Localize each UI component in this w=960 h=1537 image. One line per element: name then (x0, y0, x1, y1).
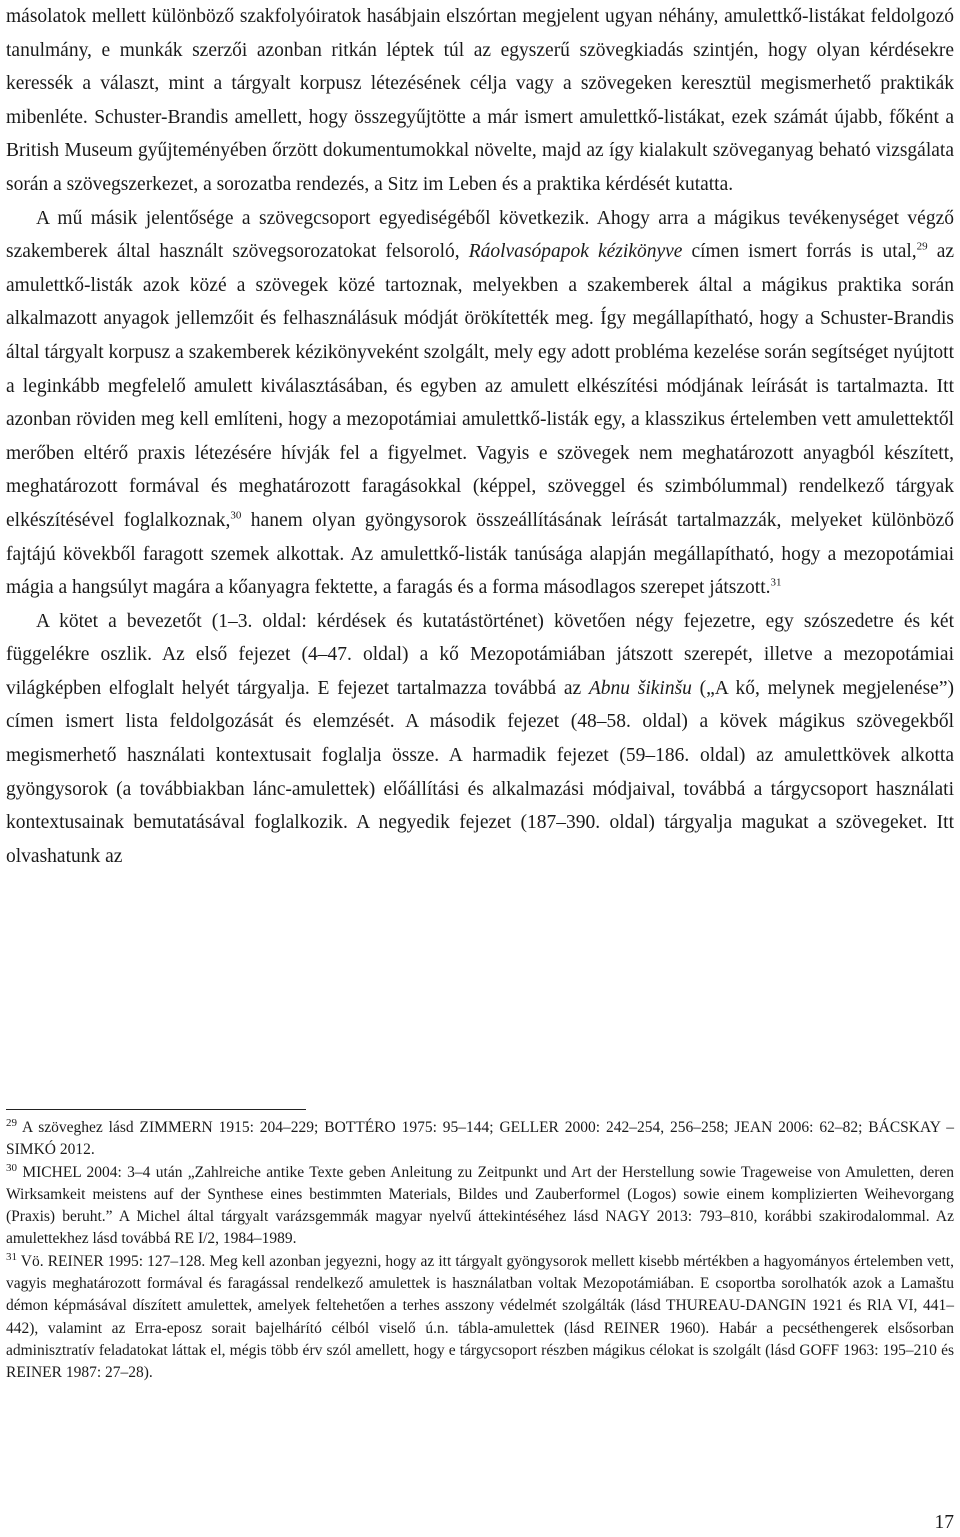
footnote-text: MICHEL 2004: 3–4 után „Zahlreiche antike Texte geben Anleitung zu Zeitpunkt und Art der Herstellung sowie Trageweise von Amuletten, deren Wirksamkeit meistens auf der Synthese eines bestimmten Materials, Bildes und Zauberformel (Logos) sowie einem komplizierten Weihevorgang (Praxis) beruht.” A Michel által tárgyalt varázsgemmák magyar nyelvű áttekintéséhez lásd NAGY 2013: 793–810, korábbi szakirodalommal. Az amulettekhez lásd továbbá RE I/2, 1984–1989. (6, 1163, 954, 1248)
paragraph-1: másolatok mellett különböző szakfolyóiratok hasábjain elszórtan megjelent ugyan néhány, amulettkő-listákat feldolgozó tanulmány, e munkák szerzői azonban ritkán léptek túl az egyszerű szövegkiadás szintjén, hogy olyan kérdésekre keressék a választ, mint a tárgyalt korpusz létezésének célja vagy a szövegeken keresztül megismerhető praktikák mibenléte. Schuster-Brandis amellett, hogy összegyűjtötte a már ismert amulettkő-listákat, ezek számát újabb, főként a British Museum gyűjteményében őrzött dokumentumokkal növelte, majd az így kialakult szöveganyag beható vizsgálata során a szövegszerkezet, a sorozatba rendezés, a Sitz im Leben és a praktika kérdését kutatta. (6, 6, 954, 195)
text-span: címen ismert forrás is utal, (682, 241, 917, 263)
footnote-number: 30 (6, 1161, 17, 1174)
text-span: („A kő, melynek megjelenése”) címen ismert lista feldolgozását és elemzését. A második fejezet (48–58. oldal) a kövek mágikus szövegekből megismerhető használati kontextusait foglalja össze. A harmadik fejezet (59–186. oldal) az amulettkövek alkotta gyöngysorok (a továbbiakban lánc-amulettek) előállítási és alkalmazási módjaival, továbbá a tárgycsoport használati kontextusainak bemutatásával foglalkozik. A negyedik fejezet (187–390. oldal) tárgyalja magukat a szövegeket. Itt olvashatunk az (6, 677, 954, 867)
footnote-separator (6, 1109, 306, 1110)
page-number: 17 (934, 1512, 954, 1533)
text-span: az amulettkő-listák azok közé a szövegek közé tartoznak, melyekben a szakemberek által a mágikus praktika során alkalmazott anyagok jellemzőit és felhasználásuk módját örökítették meg. Így megállapítható, hogy a Schuster-Brandis által tárgyalt korpusz a szakemberek kézikönyveként szolgált, mely egy adott probléma kezelése során segítséget nyújtott a leginkább megfelelő amulett kiválasztásában, és egyben az amulett elkészítési módjának leírását is tartalmazta. Itt azonban röviden meg kell említeni, hogy a mezopotámiai amulettkő-listák egy, a klasszikus értelemben vett amulettektől merőben eltérő praxis létezésére hívják fel a figyelmet. Vagyis e szövegek nem meghatározott anyagból készített, meghatározott formával és meghatározott faragásokkal (képpel, szöveggel és szimbólummal) rendelkező tárgyak elkészítésével foglalkoznak, (6, 241, 955, 531)
footnote-ref-31[interactable]: 31 (770, 576, 782, 589)
footnote-number: 29 (6, 1116, 17, 1129)
body-text (6, 0, 954, 873)
italic-title: Abnu šikinšu (588, 677, 692, 699)
footnote-31 (6, 1251, 954, 1385)
footnote-ref-29[interactable]: 29 (916, 240, 928, 253)
italic-title: Ráolvasópapok kézikönyve (468, 241, 683, 263)
footnote-text: A szöveghez lásd ZIMMERN 1915: 204–229; BOTTÉRO 1975: 95–144; GELLER 2000: 242–254, 256–258; JEAN 2006: 62–82; BÁCSKAY – SIMKÓ 2012. (6, 1119, 954, 1159)
footnote-ref-30[interactable]: 30 (230, 509, 242, 522)
paragraph-2 (6, 202, 954, 605)
footnotes (6, 1117, 954, 1385)
footnote-number: 31 (6, 1250, 17, 1263)
text-span: A mű másik jelentősége a szövegcsoport egyediségéből következik. Ahogy arra a mágikus tevékenységet végző szakemberek által használt szövegsorozatokat felsoroló, (6, 207, 954, 263)
text-span: hanem olyan gyöngysorok összeállításának leírását tartalmazzák, melyeket különböző fajtájú kövekből faragott szemek alkottak. Az amulettkő-listák tanúsága alapján megállapítható, hogy a mezopotámiai mágia a hangsúlyt magára a kőanyagra fektette, a faragás és a forma másodlagos szerepet játszott. (6, 509, 955, 599)
text-span: A kötet a bevezetőt (1–3. oldal: kérdések és kutatástörténet) követően négy fejezetre, egy szószedetre és két függelékre oszlik. Az első fejezet (4–47. oldal) a kő Mezopotámiában játszott szerepét, illetve a mezopotámiai világképben elfoglalt helyét tárgyalja. E fejezet tartalmazza továbbá az (6, 610, 954, 699)
paragraph-3 (6, 605, 954, 874)
footnote-29 (6, 1117, 954, 1162)
footnote-text: Vö. REINER 1995: 127–128. Meg kell azonban jegyezni, hogy az itt tárgyalt gyöngysorok mellett kisebb mértékben a hagyományos értelemben vett, vagyis meghatározott formával és faragással rendelkező amulettek is használatban voltak Mezopotámiában. E csoportba sorolhatók azok a Lamaštu démon képmásával díszített amulettek, amelyek feltehetően a terhes asszony védelmét szolgálták (lásd THUREAU-DANGIN 1921 és RlA VI, 441–442), valamint az Erra-eposz sorait bajelhárító célból viselő ú.n. tábla-amulettek (lásd REINER 1960). Habár a pecséthengerek elsősorban adminisztratív feladatokat láttak el, mégis több érv szól amellett, hogy e tárgycsoport részben mágikus célokat is szolgált (lásd GOFF 1963: 195–210 és REINER 1987: 27–28). (6, 1252, 954, 1382)
footnote-30 (6, 1162, 954, 1251)
